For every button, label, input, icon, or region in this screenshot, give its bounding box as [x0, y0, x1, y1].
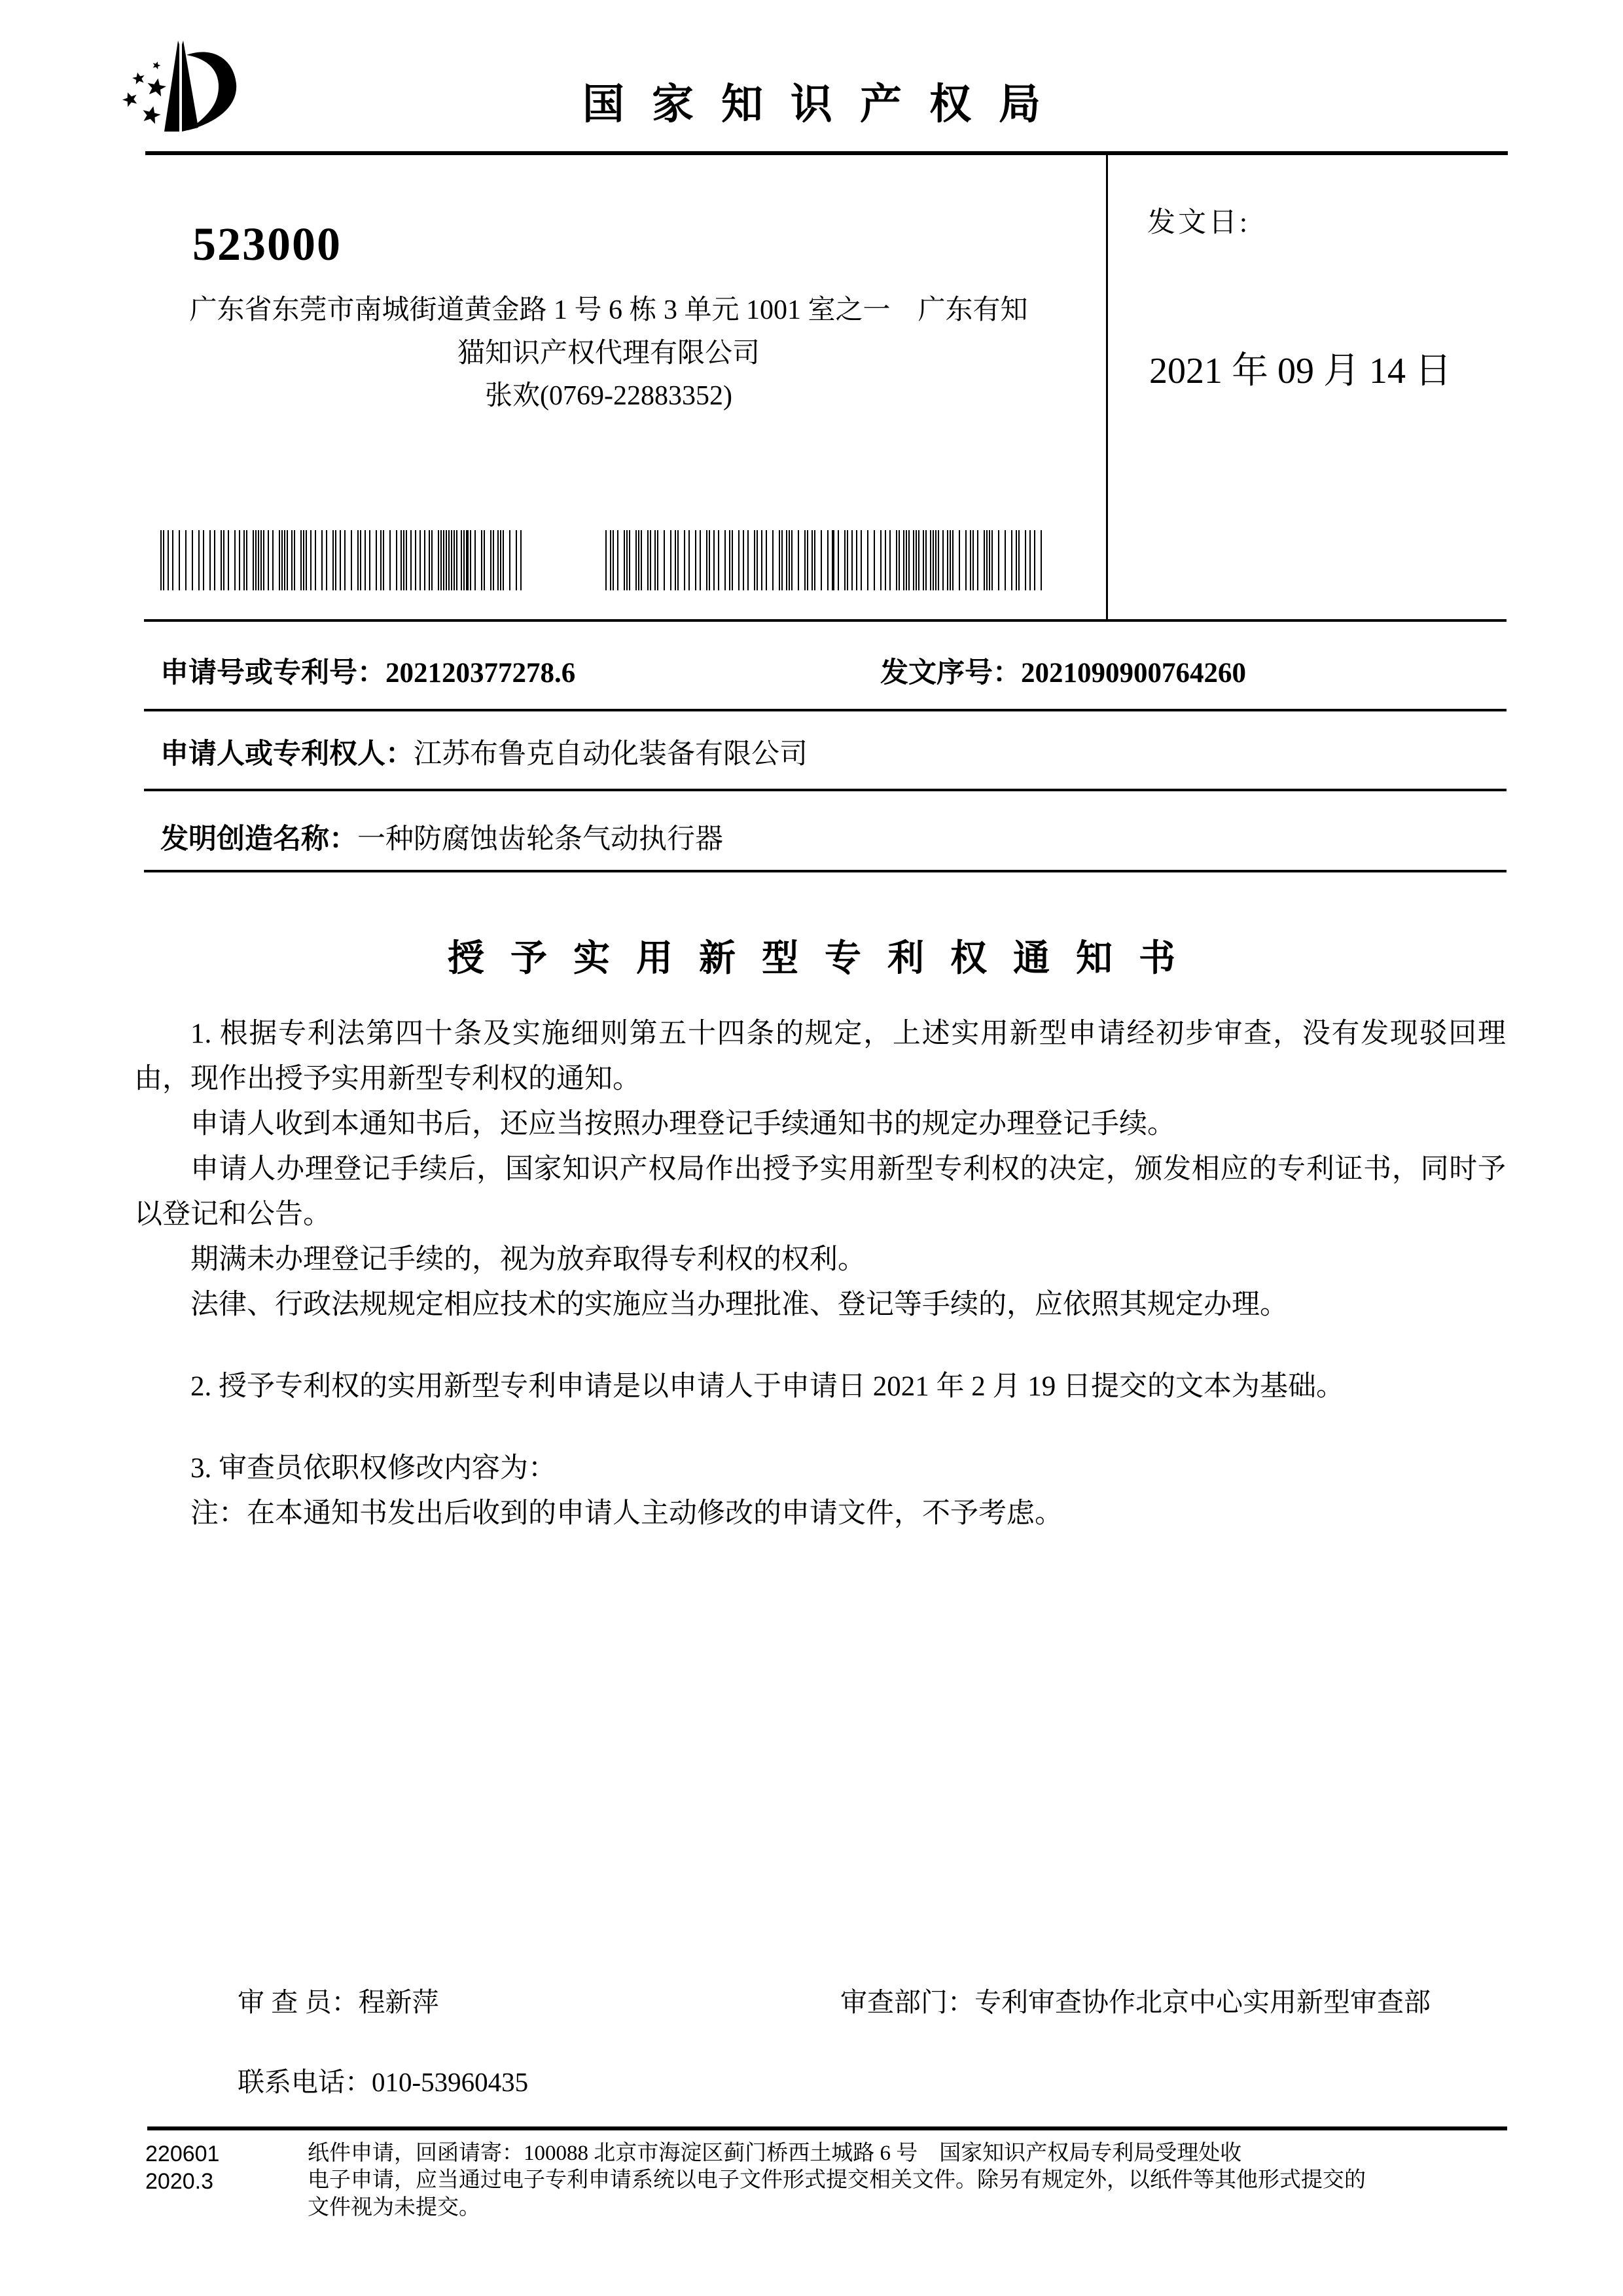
field-applicant	[160, 732, 808, 772]
rule	[144, 870, 1507, 872]
field-serial-number	[880, 651, 1246, 691]
recipient-postcode: 523000	[192, 218, 342, 270]
notice-title: 授予实用新型专利权通知书	[448, 937, 1202, 978]
paragraph-8: 注：在本通知书发出后收到的申请人主动修改的申请文件，不予考虑。	[190, 1498, 1063, 1529]
department-label: 审查部门：	[840, 1987, 974, 2017]
info-divider	[1106, 155, 1108, 621]
paragraph-2: 申请人收到本通知书后，还应当按照办理登记手续通知书的规定办理登记手续。	[190, 1109, 1175, 1139]
footer-rule	[147, 2126, 1507, 2130]
examiner-name: 程新萍	[358, 1987, 439, 2017]
agency-title: 国家知识产权局	[582, 81, 1068, 128]
paragraph-4: 期满未办理登记手续的，视为放弃取得专利权的权利。	[190, 1244, 866, 1275]
phone-value: 010-53960435	[372, 2067, 529, 2097]
serial-number-label: 发文序号：	[880, 657, 1021, 689]
invention-title-label: 发明创造名称：	[160, 823, 357, 855]
applicant-value: 江苏布鲁克自动化装备有限公司	[414, 739, 808, 770]
field-invention-title	[160, 817, 723, 857]
issue-date-label: 发文日:	[1147, 207, 1250, 238]
serial-number-value: 2021090900764260	[1021, 658, 1246, 689]
footer-line3: 文件视为未提交。	[308, 2196, 480, 2219]
invention-title-value: 一种防腐蚀齿轮条气动执行器	[357, 824, 723, 855]
paragraph-7: 3. 审查员依职权修改内容为：	[190, 1453, 556, 1484]
rule	[144, 789, 1507, 791]
form-version: 2020.3	[145, 2169, 213, 2194]
examiner-row	[238, 1981, 439, 2019]
notice-body	[134, 1011, 1506, 1536]
paragraph-3: 申请人办理登记手续后，国家知识产权局作出授予实用新型专利权的决定，颁发相应的专利证书，同时予以登记和公告。	[134, 1154, 1506, 1230]
phone-label: 联系电话：	[238, 2067, 372, 2097]
recipient-address-line2: 猫知识产权代理有限公司	[457, 338, 760, 368]
header-rule	[145, 151, 1508, 155]
recipient-address-line1: 广东省东莞市南城街道黄金路 1 号 6 栋 3 单元 1001 室之一 广东有知	[189, 295, 1028, 325]
paragraph-6: 2. 授予专利权的实用新型专利申请是以申请人于申请日 2021 年 2 月 19 日提交的文本为基础。	[190, 1371, 1344, 1402]
rule	[144, 619, 1507, 622]
application-number-value: 202120377278.6	[385, 658, 576, 689]
department-name: 专利审查协作北京中心实用新型审查部	[974, 1987, 1431, 2017]
footer-line1: 纸件申请，回函请寄：100088 北京市海淀区蓟门桥西土城路 6 号 国家知识产权局专利局受理处收	[308, 2142, 1242, 2165]
rule	[144, 709, 1507, 711]
examiner-label: 审 查 员：	[238, 1987, 359, 2017]
department-row	[840, 1981, 1431, 2019]
paragraph-1: 1. 根据专利法第四十条及实施细则第五十四条的规定，上述实用新型申请经初步审查，没有发现驳回理由，现作出授予实用新型专利权的通知。	[134, 1018, 1506, 1094]
barcode-serial	[605, 530, 1047, 590]
field-application-number	[160, 651, 575, 691]
recipient-contact: 张欢(0769-22883352)	[485, 381, 732, 411]
application-number-label: 申请号或专利号：	[160, 657, 385, 689]
form-code: 220601	[145, 2142, 220, 2166]
barcode-application	[160, 530, 530, 590]
paragraph-5: 法律、行政法规规定相应技术的实施应当办理批准、登记等手续的，应依照其规定办理。	[190, 1289, 1288, 1320]
applicant-label: 申请人或专利权人：	[160, 738, 414, 770]
phone-row	[238, 2060, 528, 2099]
issue-date-value: 2021 年 09 月 14 日	[1149, 351, 1452, 391]
footer-line2: 电子申请，应当通过电子专利申请系统以电子文件形式提交相关文件。除另有规定外，以纸件等其他形式提交的	[308, 2168, 1366, 2192]
